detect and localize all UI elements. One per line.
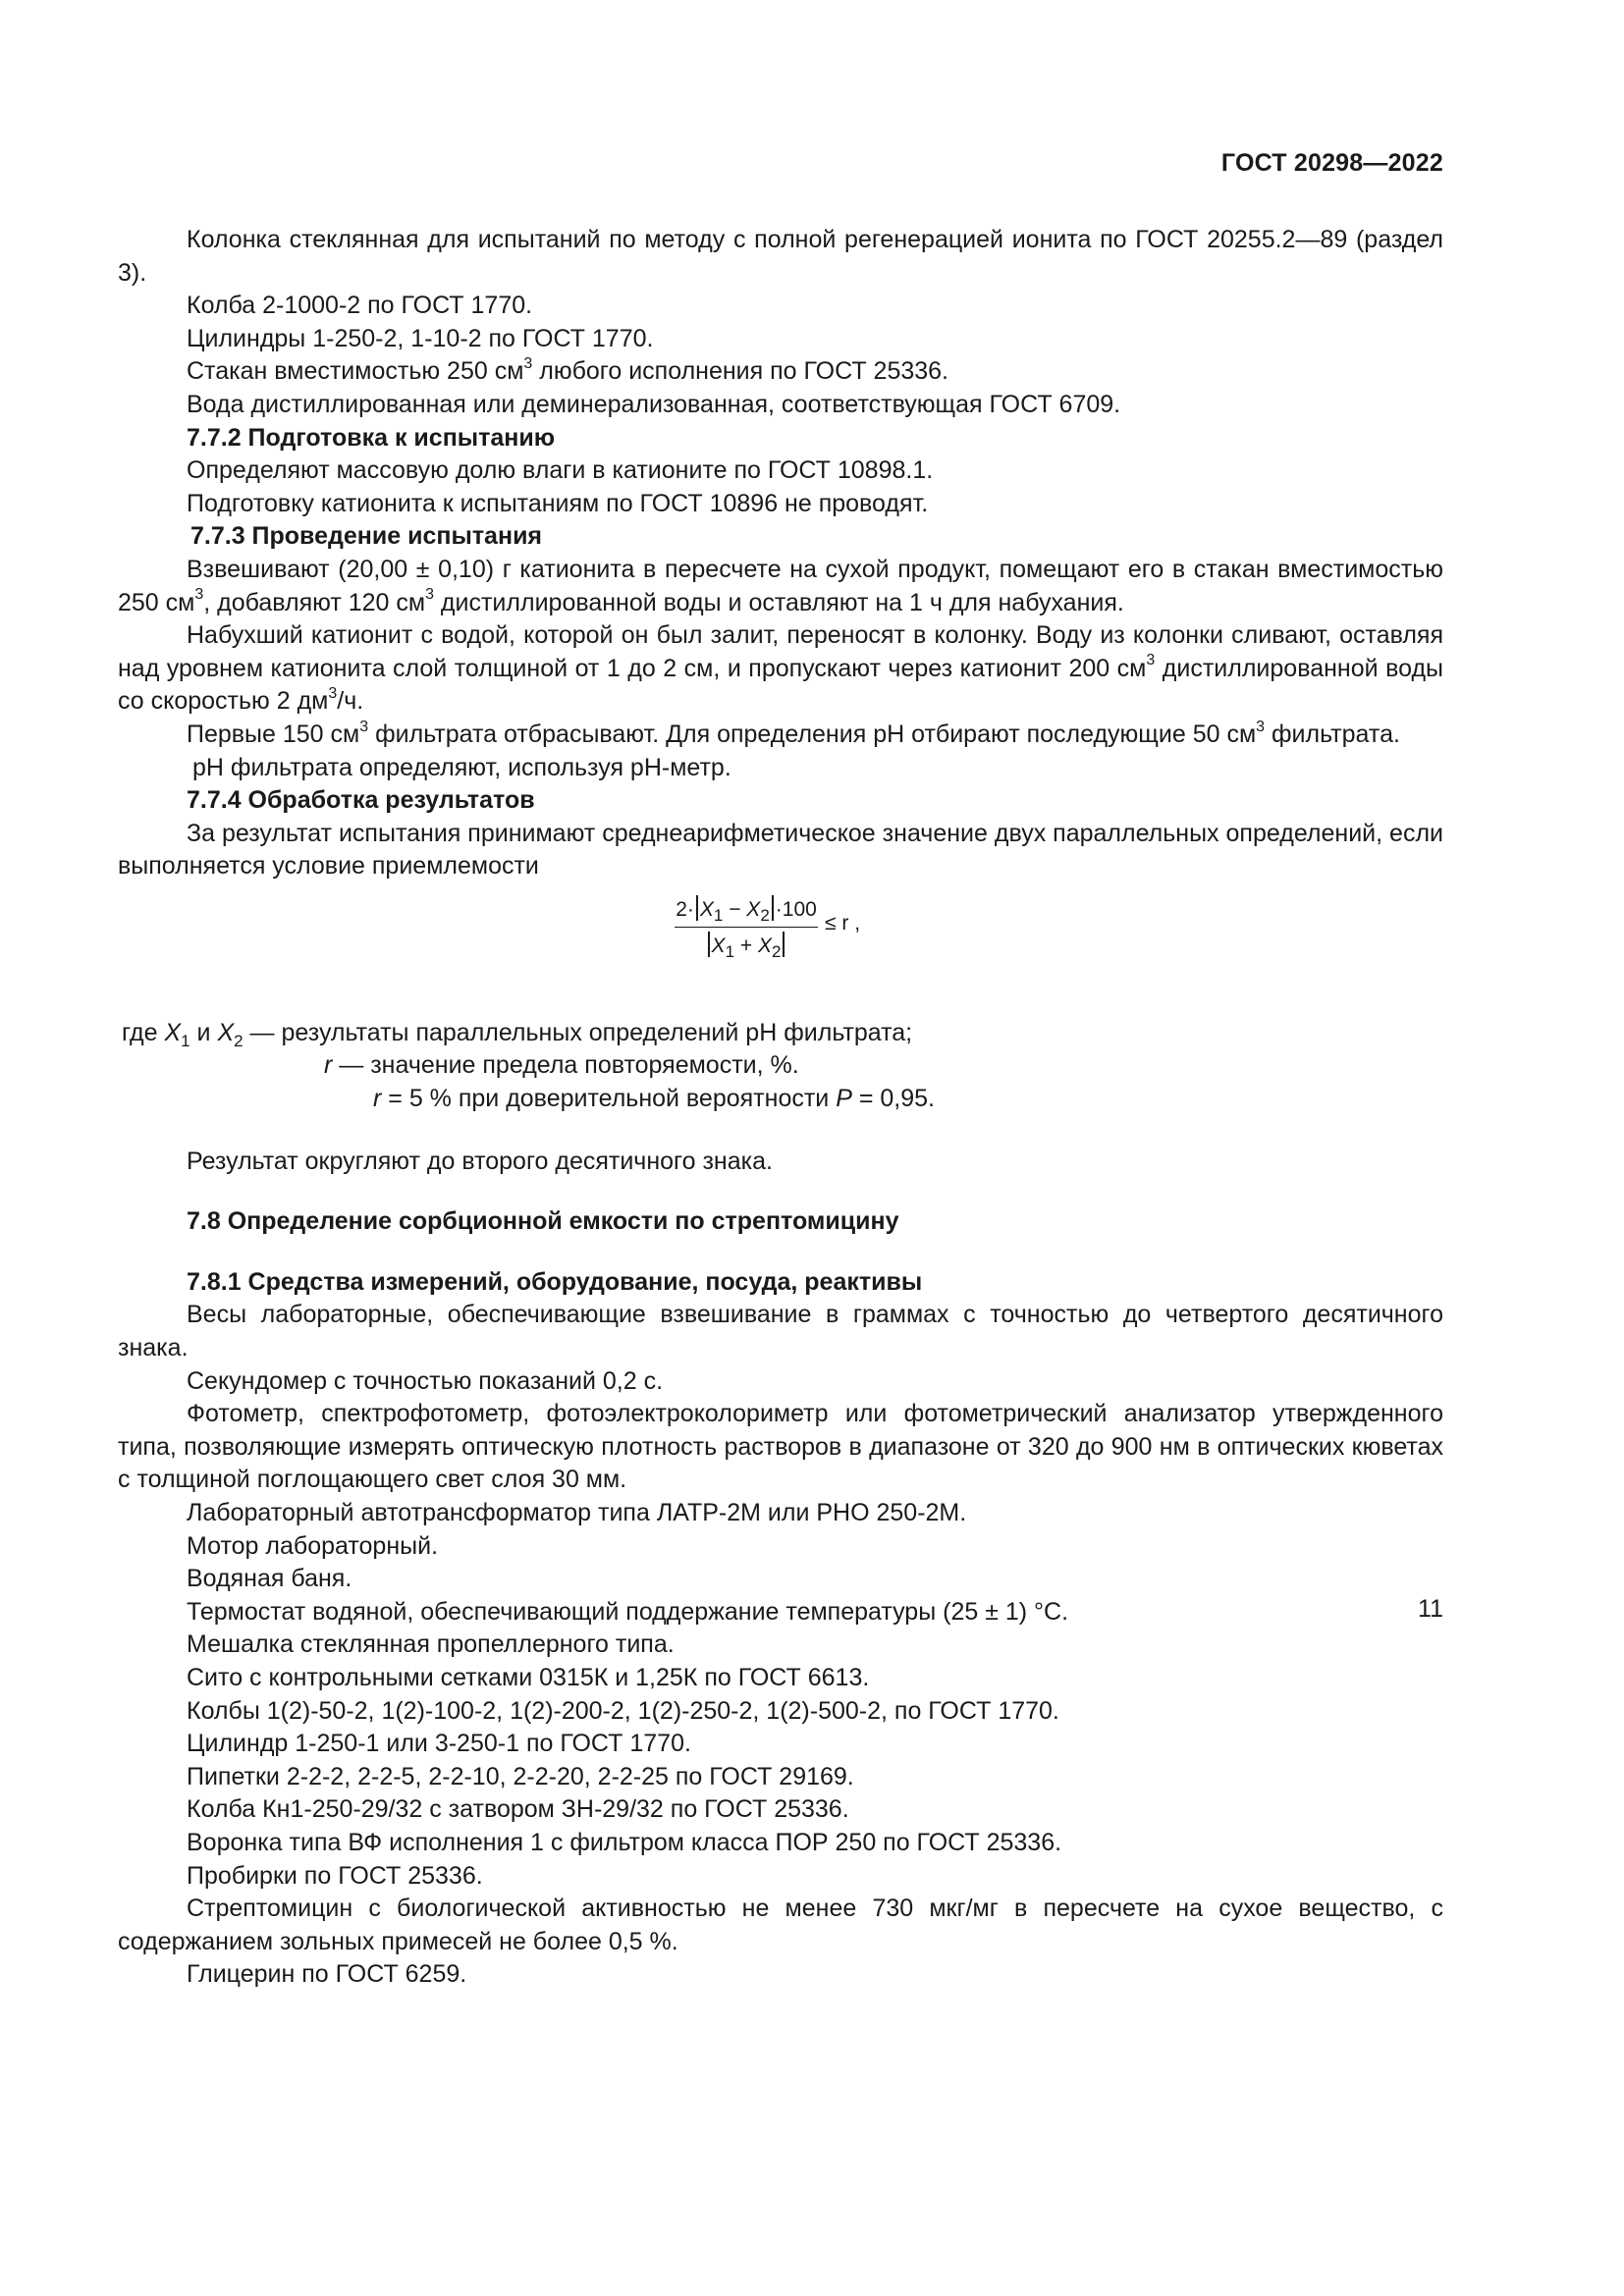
abs-bar bbox=[708, 932, 710, 957]
paragraph: Цилиндры 1-250-2, 1-10-2 по ГОСТ 1770. bbox=[187, 324, 654, 352]
text-run: Первые 150 см bbox=[187, 720, 360, 748]
formula-var: X bbox=[699, 897, 714, 921]
section-heading-7-8-1: 7.8.1 Средства измерений, оборудование, посуда, реактивы bbox=[187, 1267, 923, 1296]
section-heading-7-7-3: 7.7.3 Проведение испытания bbox=[190, 522, 543, 551]
document-header: ГОСТ 20298—2022 bbox=[1220, 149, 1443, 177]
superscript: 3 bbox=[328, 684, 338, 702]
formula-text: + bbox=[734, 934, 758, 957]
paragraph: Колба Кн1-250-29/32 с затвором ЗН-29/32 по ГОСТ 25336. bbox=[187, 1795, 849, 1824]
paragraph bbox=[118, 619, 1443, 719]
paragraph: Лабораторный автотрансформатор типа ЛАТР-2М или РНО 250-2М. bbox=[187, 1499, 967, 1526]
paragraph bbox=[118, 554, 1443, 619]
formula-var: r bbox=[373, 1085, 382, 1113]
text-run: = 5 % при доверительной вероятности bbox=[381, 1085, 837, 1113]
superscript: 3 bbox=[425, 586, 434, 604]
formula-sub: 1 bbox=[725, 942, 735, 962]
paragraph: Колбы 1(2)-50-2, 1(2)-100-2, 1(2)-200-2, 1(2)-250-2, 1(2)-500-2, по ГОСТ 1770. bbox=[187, 1696, 1059, 1725]
paragraph: Воронка типа ВФ исполнения 1 с фильтром класса ПОР 250 по ГОСТ 25336. bbox=[187, 1828, 1062, 1856]
formula-legend-r bbox=[118, 1049, 1443, 1083]
paragraph: Результат округляют до второго десятичного знака. bbox=[187, 1147, 773, 1175]
paragraph: Глицерин по ГОСТ 6259. bbox=[187, 1960, 467, 1989]
paragraph bbox=[118, 355, 1443, 389]
formula-text: 2· bbox=[676, 897, 694, 921]
text-run: любого исполнения по ГОСТ 25336. bbox=[532, 357, 949, 386]
paragraph: Колба 2-1000-2 по ГОСТ 1770. bbox=[187, 292, 533, 320]
superscript: 3 bbox=[194, 586, 204, 604]
page-number: 11 bbox=[1418, 1595, 1443, 1623]
formula-sub: 2 bbox=[771, 942, 782, 962]
superscript: 3 bbox=[1256, 718, 1266, 735]
section-heading-7-8: 7.8 Определение сорбционной емкости по стрептомицину bbox=[187, 1207, 899, 1236]
section-heading-7-7-2: 7.7.2 Подготовка к испытанию bbox=[187, 423, 556, 452]
formula-numerator bbox=[675, 895, 818, 928]
formula-sub: 2 bbox=[234, 1031, 244, 1050]
spacer bbox=[118, 1178, 1443, 1205]
formula-var: X bbox=[164, 1018, 182, 1046]
formula-var: X bbox=[217, 1018, 235, 1046]
text-run: , добавляют 120 см bbox=[203, 588, 426, 616]
text-run: Взвешивают (20,00 ± 0,10) г катионита в пересчете на сухой продукт, помещают его в стакан вместимостью 250 см bbox=[118, 555, 1443, 616]
text-run: фильтрата. bbox=[1265, 720, 1400, 748]
section-heading-7-7-4: 7.7.4 Обработка результатов bbox=[187, 786, 535, 815]
formula-fraction bbox=[675, 895, 818, 962]
superscript: 3 bbox=[359, 718, 369, 735]
formula-sub: 2 bbox=[760, 906, 770, 926]
formula-var: P bbox=[836, 1085, 852, 1113]
formula-var: r bbox=[324, 1051, 333, 1080]
paragraph: Вода дистиллированная или деминерализованная, соответствующая ГОСТ 6709. bbox=[187, 390, 1121, 418]
formula-var: X bbox=[746, 897, 761, 921]
paragraph: Водяная баня. bbox=[187, 1565, 352, 1593]
spacer bbox=[118, 1116, 1443, 1146]
paragraph: Термостат водяной, обеспечивающий поддержание температуры (25 ± 1) °С. bbox=[187, 1597, 1069, 1626]
acceptability-formula bbox=[118, 895, 1443, 993]
superscript: 3 bbox=[523, 355, 533, 373]
text-run: — результаты параллельных определений рН фильтрата; bbox=[243, 1018, 913, 1046]
superscript: 3 bbox=[1146, 652, 1156, 669]
paragraph: Подготовку катионита к испытаниям по ГОСТ 10896 не проводят. bbox=[187, 489, 929, 517]
paragraph: рН фильтрата определяют, используя рН-метр. bbox=[192, 753, 731, 781]
text-run: = 0,95. bbox=[851, 1085, 936, 1113]
formula-text: ·100 bbox=[775, 897, 817, 921]
formula-sub: 1 bbox=[181, 1031, 190, 1050]
text-run: где bbox=[122, 1018, 165, 1046]
document-body bbox=[118, 224, 1443, 1992]
formula-denominator bbox=[675, 928, 818, 962]
text-run: фильтрата отбрасывают. Для определения рН отбирают последующие 50 см bbox=[368, 720, 1257, 748]
paragraph: Фотометр, спектрофотометр, фотоэлектроколориметр или фотометрический анализатор утвержденного типа, позволяющие измерять оптическую плотность растворов в диапазоне от 320 до 900 нм в оптических кюветах с толщиной поглощающего свет слоя 30 мм. bbox=[118, 1400, 1443, 1494]
paragraph: Стрептомицин с биологической активностью не менее 730 мкг/мг в пересчете на сухое вещество, с содержанием зольных примесей не более 0,5 %. bbox=[118, 1895, 1443, 1955]
text-run: дистиллированной воды со скоростью 2 дм bbox=[118, 654, 1443, 716]
paragraph: Секундомер с точностью показаний 0,2 с. bbox=[187, 1366, 664, 1395]
paragraph: Колонка стеклянная для испытаний по методу с полной регенерацией ионита по ГОСТ 20255.2—89 (раздел 3). bbox=[118, 226, 1443, 287]
text-run: Стакан вместимостью 250 см bbox=[187, 357, 524, 386]
formula-condition: ≤ r , bbox=[825, 911, 861, 934]
text-run: /ч. bbox=[337, 687, 364, 716]
paragraph: Пипетки 2-2-2, 2-2-5, 2-2-10, 2-2-20, 2-2-25 по ГОСТ 29169. bbox=[187, 1762, 854, 1790]
abs-bar bbox=[783, 932, 785, 957]
text-run: дистиллированной воды и оставляют на 1 ч для набухания. bbox=[433, 588, 1124, 616]
paragraph: Определяют массовую долю влаги в катионите по ГОСТ 10898.1. bbox=[187, 456, 934, 485]
text-run: — значение предела повторяемости, %. bbox=[332, 1051, 799, 1080]
formula-var: X bbox=[757, 934, 772, 957]
abs-bar bbox=[772, 895, 774, 921]
text-run: и bbox=[189, 1018, 218, 1046]
formula-sub: 1 bbox=[713, 906, 724, 926]
paragraph: Мотор лабораторный. bbox=[187, 1531, 439, 1560]
formula-var: X bbox=[711, 934, 726, 957]
spacer bbox=[118, 1239, 1443, 1266]
formula-legend-r-value bbox=[118, 1083, 1443, 1116]
formula-text: − bbox=[723, 897, 747, 921]
paragraph: Цилиндр 1-250-1 или 3-250-1 по ГОСТ 1770. bbox=[187, 1730, 691, 1758]
text-run: Набухший катионит с водой, которой он был залит, переносят в колонку. Воду из колонки сливают, оставляя над уровнем катионита слой толщиной от 1 до 2 см, и пропускают через катионит 200 см bbox=[118, 621, 1443, 682]
paragraph: Мешалка стеклянная пропеллерного типа. bbox=[187, 1630, 675, 1659]
abs-bar bbox=[696, 895, 698, 921]
paragraph: За результат испытания принимают среднеарифметическое значение двух параллельных определений, если выполняется условие приемлемости bbox=[118, 819, 1443, 881]
paragraph: Весы лабораторные, обеспечивающие взвешивание в граммах с точностью до четвертого десятичного знака. bbox=[118, 1301, 1443, 1362]
formula-legend-x bbox=[118, 1017, 1443, 1050]
paragraph: Пробирки по ГОСТ 25336. bbox=[187, 1861, 483, 1890]
paragraph bbox=[118, 719, 1443, 752]
paragraph: Сито с контрольными сетками 0315К и 1,25К по ГОСТ 6613. bbox=[187, 1663, 870, 1691]
